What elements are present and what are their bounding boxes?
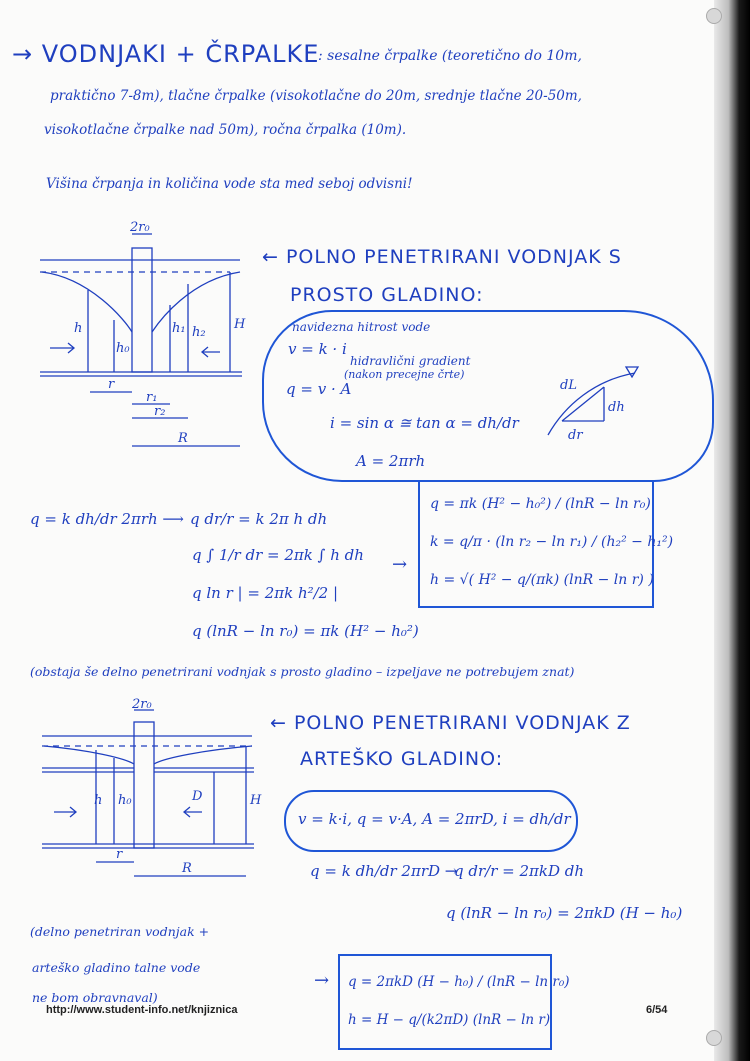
side-note-line1: (delno penetriran vodnjak + xyxy=(30,924,210,939)
implies-arrow: → xyxy=(392,554,408,575)
intro-line-1: : sesalne črpalke (teoretično do 10m, xyxy=(318,48,582,64)
page-title: → VODNJAKI + ČRPALKE xyxy=(12,40,320,68)
label-dL: dL xyxy=(560,378,577,393)
label-R: R xyxy=(182,861,192,876)
section2-heading-line2: ARTEŠKO GLADINO: xyxy=(300,748,504,770)
intro-line-3: visokotlačne črpalke nad 50m), ročna črpalka (10m). xyxy=(44,122,407,138)
cloud1-line6: i = sin α ≅ tan α = dh/dr xyxy=(330,414,519,432)
derivation1-eq3: q ∫ 1/r dr = 2πk ∫ h dh xyxy=(192,546,364,564)
source-url: http://www.student-info.net/knjiznica xyxy=(46,1004,238,1016)
section2-heading-line1: ← POLNO PENETRIRANI VODNJAK Z xyxy=(270,712,631,734)
label-r1: r₁ xyxy=(146,390,158,405)
unconfined-well-diagram xyxy=(30,220,250,460)
label-2r0: 2r₀ xyxy=(130,220,150,235)
implies-arrow: → xyxy=(314,970,330,991)
result-box-artesian xyxy=(338,954,552,1050)
artesian-well-diagram xyxy=(34,697,264,890)
label-h1: h₁ xyxy=(172,321,186,336)
cloud2-text: v = k·i, q = v·A, A = 2πrD, i = dh/dr xyxy=(298,810,571,828)
result1-h: h = √( H² − q/(πk) (lnR − ln r) ) xyxy=(430,572,654,588)
label-dh: dh xyxy=(608,400,625,415)
cloud1-line1: navidezna hitrost vode xyxy=(292,320,431,334)
side-note-line3: ne bom obravnaval) xyxy=(32,990,158,1005)
pumping-note: Višina črpanja in količina vode sta med seboj odvisni! xyxy=(46,176,413,192)
derivation2-eq2: q dr/r = 2πkD dh xyxy=(454,862,585,880)
result1-k: k = q/π · (ln r₂ − ln r₁) / (h₂² − h₁²) xyxy=(430,534,674,550)
result2-q: q = 2πkD (H − h₀) / (lnR − ln r₀) xyxy=(348,974,570,990)
intro-line-2: praktično 7-8m), tlačne črpalke (visokotlačne do 20m, srednje tlačne 20-50m, xyxy=(50,88,582,104)
section1-heading-line1: ← POLNO PENETRIRANI VODNJAK S xyxy=(262,246,622,268)
cloud1-line4: (nakon precejne črte) xyxy=(344,368,465,381)
derivation2-eq1: q = k dh/dr 2πrD → xyxy=(310,862,458,880)
result1-q: q = πk (H² − h₀²) / (lnR − ln r₀) xyxy=(430,496,651,512)
section1-heading-line2: PROSTO GLADINO: xyxy=(290,284,484,306)
cloud1-line2: v = k · i xyxy=(288,340,347,358)
label-h: h xyxy=(94,793,103,808)
derivation1-eq5: q (lnR − ln r₀) = πk (H² − h₀²) xyxy=(192,622,419,640)
label-H: H xyxy=(250,793,262,808)
label-h: h xyxy=(74,321,83,336)
label-r2: r₂ xyxy=(154,404,166,419)
label-h0: h₀ xyxy=(116,341,130,356)
gradient-sketch xyxy=(540,365,650,445)
label-H: H xyxy=(234,317,246,332)
derivation2-eq3: q (lnR − ln r₀) = 2πkD (H − h₀) xyxy=(446,904,683,922)
cloud1-line5: q = v · A xyxy=(286,380,352,398)
partial-penetration-note: (obstaja še delno penetrirani vodnjak s prosto gladino – izpeljave ne potrebujem znat) xyxy=(30,664,575,679)
label-r: r xyxy=(116,847,123,862)
side-note-line2: arteško gladino talne vode xyxy=(32,960,201,975)
punch-hole xyxy=(706,8,722,24)
result2-h: h = H − q/(k2πD) (lnR − ln r) xyxy=(348,1012,551,1028)
label-2r0: 2r₀ xyxy=(132,697,152,712)
punch-hole xyxy=(706,1030,722,1046)
label-h0: h₀ xyxy=(118,793,132,808)
label-h2: h₂ xyxy=(192,325,206,340)
page-binding-edge xyxy=(714,0,750,1061)
label-R: R xyxy=(178,431,188,446)
label-D: D xyxy=(192,789,203,804)
cloud1-line7: A = 2πrh xyxy=(356,452,426,470)
page-number: 6/54 xyxy=(646,1004,668,1016)
derivation1-eq4: q ln r | = 2πk h²/2 | xyxy=(192,584,339,602)
label-dr: dr xyxy=(568,428,583,443)
derivation1-eq1: q = k dh/dr 2πrh ⟶ xyxy=(30,510,184,528)
derivation1-eq2: q dr/r = k 2π h dh xyxy=(190,510,328,528)
label-r: r xyxy=(108,377,115,392)
cloud1-line3: hidravlični gradient xyxy=(350,354,471,368)
